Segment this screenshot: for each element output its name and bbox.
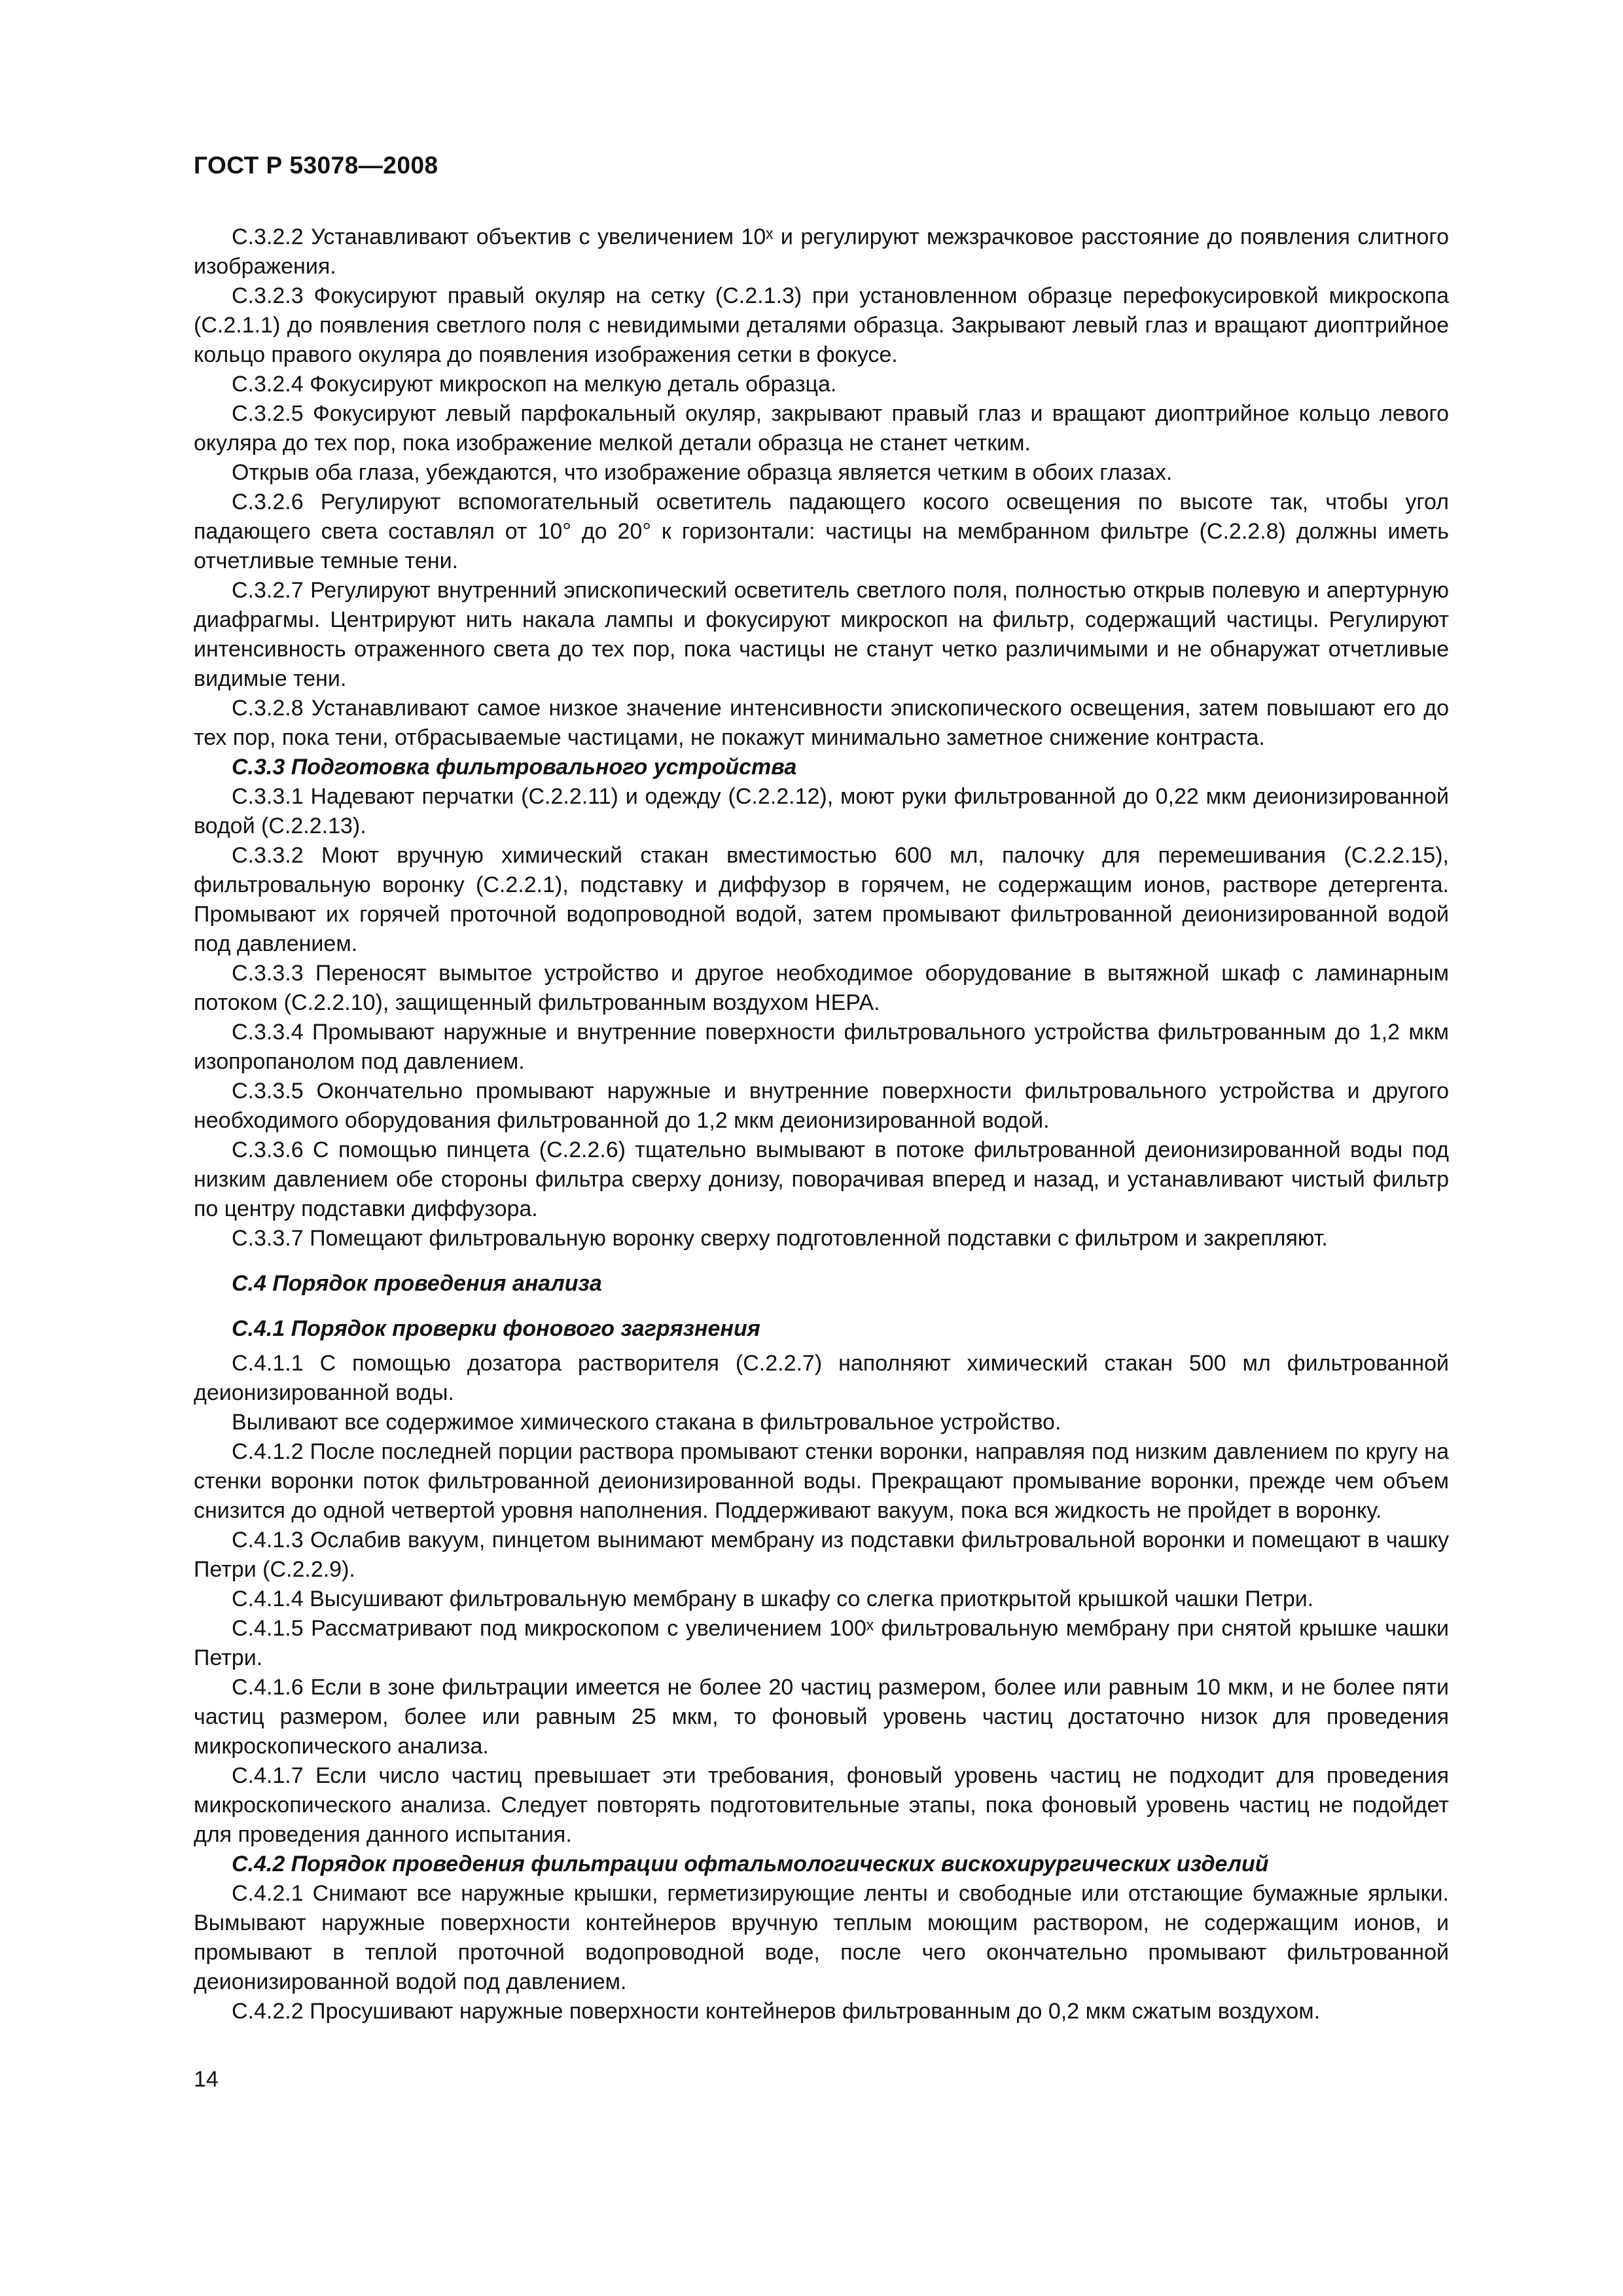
page-number: 14 — [194, 2067, 219, 2092]
paragraph: С.4.1.6 Если в зоне фильтрации имеется не более 20 частиц размером, более или равным 10 мкм, и не более пяти частиц размером, более или равным 25 мкм, то фоновый уровень частиц достаточно низок для проведения микроскопического анализа. — [194, 1675, 1449, 1759]
paragraph: С.3.2.6 Регулируют вспомогательный осветитель падающего косого освещения по высоте так, чтобы угол падающего света составлял от 10° до 20° к горизонтали: частицы на мембранном фильтре (С.2.2.8) должны иметь отчетливые темные тени. — [194, 490, 1449, 573]
paragraph: С.4.1.7 Если число частиц превышает эти требования, фоновый уровень частиц не подходит для проведения микроскопического анализа. Следует повторять подготовительные этапы, пока фоновый уровень частиц не подойдет для проведения данного испытания. — [194, 1763, 1449, 1847]
paragraph: С.3.2.4 Фокусируют микроскоп на мелкую деталь образца. — [232, 372, 837, 397]
paragraph: С.3.3.3 Переносят вымытое устройство и другое необходимое оборудование в вытяжной шкаф с ламинарным потоком (С.2.2.10), защищенный фильтрованным воздухом HEPA. — [194, 961, 1449, 1015]
paragraph: С.4.1.5 Рассматривают под микроскопом с увеличением 100ˣ фильтровальную мембрану при снятой крышке чашки Петри. — [194, 1616, 1449, 1670]
document-body — [194, 223, 1449, 2026]
section-heading: С.4.2 Порядок проведения фильтрации офтальмологических вискохирургических изделий — [232, 1852, 1269, 1876]
paragraph: Открыв оба глаза, убеждаются, что изображение образца является четким в обоих глазах. — [232, 460, 1173, 485]
paragraph: С.3.2.7 Регулируют внутренний эпископический осветитель светлого поля, полностью открыв полевую и апертурную диафрагмы. Центрируют нить накала лампы и фокусируют микроскоп на фильтр, содержащий частицы. Регулируют интенсивность отраженного света до тех пор, пока частицы не станут четко различимыми и не обнаружат отчетливые видимые тени. — [194, 578, 1449, 691]
paragraph: С.3.2.2 Устанавливают объектив с увеличением 10ˣ и регулируют межзрачковое расстояние до появления слитного изображения. — [194, 224, 1449, 279]
paragraph: С.3.3.7 Помещают фильтровальную воронку сверху подготовленной подставки с фильтром и закрепляют. — [232, 1226, 1328, 1251]
paragraph: С.4.1.2 После последней порции раствора промывают стенки воронки, направляя под низким давлением по кругу на стенки воронки поток фильтрованной деионизированной воды. Прекращают промывание воронки, прежде чем объем снизится до одной четвертой уровня наполнения. Поддерживают вакуум, пока вся жидкость не пройдет в воронку. — [194, 1439, 1449, 1523]
paragraph: С.3.3.5 Окончательно промывают наружные и внутренние поверхности фильтровального устройства и другого необходимого оборудования фильтрованной до 1,2 мкм деионизированной водой. — [194, 1079, 1449, 1133]
section-heading: С.4 Порядок проведения анализа — [232, 1271, 602, 1296]
paragraph: С.3.3.6 С помощью пинцета (С.2.2.6) тщательно вымывают в потоке фильтрованной деионизированной воды под низким давлением обе стороны фильтра сверху донизу, поворачивая вперед и назад, и устанавливают чистый фильтр по центру подставки диффузора. — [194, 1138, 1449, 1221]
paragraph: С.4.1.4 Высушивают фильтровальную мембрану в шкафу со слегка приоткрытой крышкой чашки Петри. — [232, 1587, 1314, 1611]
document-standard-number: ГОСТ Р 53078—2008 — [194, 152, 438, 179]
paragraph: С.4.2.2 Просушивают наружные поверхности контейнеров фильтрованным до 0,2 мкм сжатым воздухом. — [232, 1999, 1321, 2024]
paragraph: Выливают все содержимое химического стакана в фильтровальное устройство. — [232, 1410, 1061, 1435]
paragraph: С.3.2.8 Устанавливают самое низкое значение интенсивности эпископического освещения, затем повышают его до тех пор, пока тени, отбрасываемые частицами, не покажут минимально заметное снижение контраста. — [194, 696, 1449, 750]
paragraph: С.3.2.3 Фокусируют правый окуляр на сетку (С.2.1.3) при установленном образце перефокусировкой микроскопа (С.2.1.1) до появления светлого поля с невидимыми деталями образца. Закрывают левый глаз и вращают диоптрийное кольцо правого окуляра до появления изображения сетки в фокусе. — [194, 283, 1449, 367]
section-heading: С.4.1 Порядок проверки фонового загрязнения — [232, 1316, 760, 1341]
paragraph: С.3.2.5 Фокусируют левый парфокальный окуляр, закрывают правый глаз и вращают диоптрийное кольцо левого окуляра до тех пор, пока изображение мелкой детали образца не станет четким. — [194, 401, 1449, 456]
paragraph: С.4.2.1 Снимают все наружные крышки, герметизирующие ленты и свободные или отстающие бумажные ярлыки. Вымывают наружные поверхности контейнеров вручную теплым моющим раствором, не содержащим ионов, и промывают в теплой проточной водопроводной воде, после чего окончательно промывают фильтрованной деионизированной водой под давлением. — [194, 1881, 1449, 1994]
section-heading: С.3.3 Подготовка фильтровального устройства — [232, 755, 797, 780]
paragraph: С.3.3.4 Промывают наружные и внутренние поверхности фильтровального устройства фильтрованным до 1,2 мкм изопропанолом под давлением. — [194, 1020, 1449, 1074]
paragraph: С.3.3.2 Моют вручную химический стакан вместимостью 600 мл, палочку для перемешивания (С.2.2.15), фильтровальную воронку (С.2.2.1), подставку и диффузор в горячем, не содержащим ионов, растворе детергента. Промывают их горячей проточной водопроводной водой, затем промывают фильтрованной деионизированной водой под давлением. — [194, 843, 1449, 956]
paragraph: С.4.1.1 С помощью дозатора растворителя (С.2.2.7) наполняют химический стакан 500 мл фильтрованной деионизированной воды. — [194, 1351, 1449, 1405]
paragraph: С.3.3.1 Надевают перчатки (С.2.2.11) и одежду (С.2.2.12), моют руки фильтрованной до 0,22 мкм деионизированной водой (С.2.2.13). — [194, 784, 1449, 838]
paragraph: С.4.1.3 Ослабив вакуум, пинцетом вынимают мембрану из подставки фильтровальной воронки и помещают в чашку Петри (С.2.2.9). — [194, 1528, 1449, 1582]
